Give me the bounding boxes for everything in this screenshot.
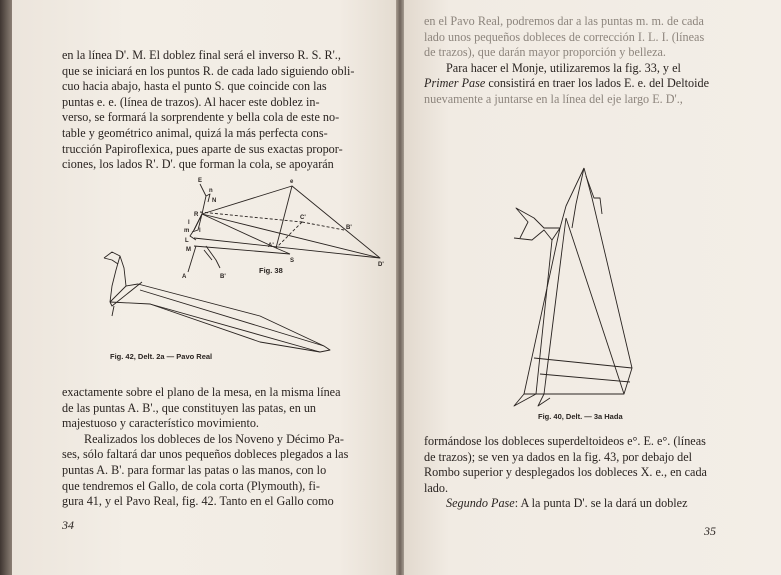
text-line: ciones, los lados R'. D'. que forman la cola, se apoyarán	[62, 157, 334, 172]
fig38-label: l	[188, 220, 190, 226]
fig38-label: L	[185, 238, 189, 244]
fig38-head	[206, 194, 210, 202]
peacock-tail-fold	[140, 290, 324, 346]
text-line: puntas A. B'. para formar las patas o las manos, con lo	[62, 462, 327, 477]
text-fragment: : A la punta D'. se la dará un doblez	[514, 496, 688, 511]
text-line: en la línea D'. M. El doblez final será el inverso R. S. R'.,	[62, 48, 341, 62]
fig38-label: D'	[378, 262, 384, 268]
left-page	[12, 0, 396, 575]
text-line: table y geométrico animal, quizá la más perfecta cons-	[62, 125, 328, 140]
fig38-label: B'	[220, 274, 226, 280]
italic-term: Primer Pase	[424, 76, 486, 91]
peacock-leg	[112, 306, 114, 316]
monk-fold	[544, 218, 566, 394]
peacock-body	[110, 284, 138, 302]
fig38-label: R	[194, 212, 199, 218]
text-line: de trazos), que darán mayor proporción y belleza.	[424, 45, 666, 60]
fig-42-caption: Fig. 42, Delt. 2a — Pavo Real	[110, 352, 213, 361]
peacock-head	[104, 252, 126, 286]
left-top-paragraph	[62, 48, 392, 173]
monk-fold	[536, 240, 552, 394]
text-line: que tendremos el Gallo, de cola corta (Plymouth), fi-	[62, 478, 320, 493]
fig38-label: N	[212, 198, 217, 204]
monk-outline	[524, 168, 632, 394]
text-line	[424, 496, 726, 512]
fig38-label: e	[290, 179, 294, 185]
text-line: en el Pavo Real, podremos dar a las puntas m. m. de cada	[424, 14, 704, 28]
page-number-left: 34	[62, 518, 74, 532]
peacock-tail	[110, 284, 330, 352]
text-line: exactamente sobre el plano de la mesa, en la misma línea	[62, 385, 341, 399]
text-line: ses, sólo faltará dar unos pequeños dobleces plegados a las	[62, 447, 349, 462]
book-edge	[0, 0, 12, 575]
fig38-label: A	[182, 274, 187, 280]
text-line: lado.	[424, 480, 449, 495]
fig38-label: A'	[268, 243, 274, 249]
text-line: gura 41, y el Pavo Real, fig. 42. Tanto en el Gallo como	[62, 494, 334, 509]
monk-hood	[572, 168, 584, 228]
fig38-label: E	[198, 178, 203, 184]
right-page	[404, 0, 781, 575]
right-top-paragraph	[424, 14, 726, 108]
text-line: puntas e. e. (línea de trazos). Al hacer este doblez in-	[62, 94, 320, 109]
text-line: Primer Pase consistirá en traer los lados E. e. del Deltoide	[424, 76, 709, 91]
fig38-line	[276, 186, 292, 248]
fig38-label: n	[209, 188, 213, 194]
fig38-label: S	[290, 258, 295, 264]
book-gutter	[396, 0, 404, 575]
fig-40-caption: Fig. 40, Delt. — 3a Hada	[538, 412, 623, 421]
text-line: majestuoso y característico movimiento.	[62, 416, 259, 431]
text-line: de trazos); se ven ya dados en la fig. 43, por debajo del	[424, 449, 693, 464]
text-line: Para hacer el Monje, utilizaremos la fig. 33, y el	[446, 60, 681, 75]
fig38-label: B'	[346, 225, 352, 231]
text-line: trucción Papiroflexica, pues aparte de sus exactas propor-	[62, 141, 343, 156]
monk-arm	[516, 208, 560, 238]
fig-40-monk-diagram	[504, 158, 664, 418]
text-line: Realizados los dobleces de los Noveno y Décimo Pa-	[84, 431, 344, 446]
text-line: Rombo superior y desplegados los dobleces X. e., en cada	[424, 465, 707, 480]
monk-foot	[538, 394, 550, 406]
monk-fold	[540, 374, 630, 382]
fig-38-caption: Fig. 38	[259, 266, 283, 275]
monk-foot	[514, 394, 536, 406]
text-line: lado unos pequeños dobleces de corrección I. L. I. (líneas	[424, 29, 705, 44]
peacock-neck	[110, 256, 120, 302]
text-line: cuo hacia abajo, hasta el punto S. que coincide con las	[62, 79, 327, 94]
text-line: nuevamente a juntarse en la línea del eje largo E. D'.,	[424, 91, 683, 106]
section-heading: Segundo Pase	[446, 496, 515, 511]
fig38-label: C'	[300, 215, 306, 221]
fig38-label: M	[186, 247, 191, 253]
text-line: verso, se formará la sorprendente y bella cola de este no-	[62, 110, 340, 125]
right-bottom-paragraph	[424, 434, 726, 512]
monk-fold	[566, 218, 624, 394]
fig38-label: m	[184, 228, 190, 234]
fig38-dashed-line	[276, 222, 302, 248]
fig38-label: l	[199, 228, 201, 234]
peacock-beak	[104, 258, 118, 264]
page-number-right: 35	[704, 524, 716, 538]
fig-42-peacock-diagram	[90, 246, 335, 361]
text-line: que se iniciará en los puntos R. de cada lado siguiendo obli-	[62, 63, 355, 78]
text-line: formándose los dobleces superdeltoideos e°. E. e°. (líneas	[424, 434, 706, 448]
peacock-tail-fold	[150, 304, 320, 352]
monk-fold	[534, 358, 632, 368]
left-middle-paragraph	[62, 385, 392, 510]
text-line: de las puntas A. B'., que constituyen las patas, en un	[62, 400, 317, 415]
monk-arm	[514, 228, 560, 240]
